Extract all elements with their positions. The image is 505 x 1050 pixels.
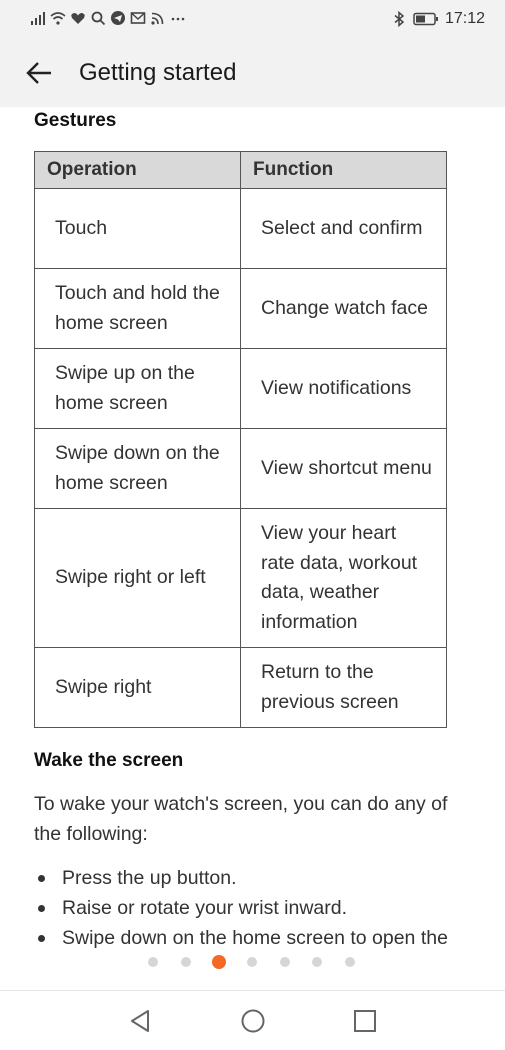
operation-cell: Swipe up on the home screen [35, 349, 241, 429]
status-icons-left [30, 10, 186, 26]
page-dot-active[interactable] [212, 955, 226, 969]
operation-cell: Swipe down on the home screen [35, 429, 241, 509]
operation-cell: Touch [35, 189, 241, 269]
list-item: Raise or rotate your wrist inward. [34, 893, 474, 923]
list-item: Press the up button. [34, 863, 474, 893]
operation-cell: Swipe right [35, 648, 241, 728]
app-bar [0, 40, 505, 107]
table-row [35, 269, 447, 349]
back-triangle-icon[interactable] [126, 1007, 154, 1035]
page-dot[interactable] [148, 957, 158, 967]
function-cell: Change watch face [241, 269, 447, 349]
bluetooth-icon [391, 11, 407, 27]
operation-cell: Swipe right or left [35, 509, 241, 648]
wake-screen-heading: Wake the screen [34, 750, 184, 771]
search-icon [90, 10, 106, 26]
gestures-table [34, 151, 447, 728]
wake-screen-intro: To wake your watch's screen, you can do any of the following: [34, 793, 448, 845]
telegram-icon [110, 10, 126, 26]
function-cell: View notifications [241, 349, 447, 429]
table-row [35, 349, 447, 429]
heart-icon [70, 10, 86, 26]
page-dot[interactable] [345, 957, 355, 967]
table-header-row [35, 152, 447, 189]
page-indicator [0, 953, 505, 969]
table-row [35, 509, 447, 648]
table-row [35, 189, 447, 269]
column-header-function: Function [241, 152, 447, 189]
help-content[interactable] [0, 107, 505, 949]
page-dot[interactable] [247, 957, 257, 967]
table-row [35, 648, 447, 728]
status-bar [0, 0, 505, 40]
function-cell: Return to the previous screen [241, 648, 447, 728]
wake-screen-list [34, 863, 474, 953]
column-header-operation: Operation [35, 152, 241, 189]
system-nav-bar [0, 990, 505, 1050]
more-icon [170, 10, 186, 26]
battery-icon [413, 11, 439, 27]
page-dot[interactable] [312, 957, 322, 967]
list-item: Swipe down on the home screen to open the [34, 923, 474, 953]
status-icons-right [391, 10, 485, 28]
wifi-icon [50, 10, 66, 26]
function-cell: View shortcut menu [241, 429, 447, 509]
function-cell: Select and confirm [241, 189, 447, 269]
function-cell: View your heart rate data, workout data, weather information [241, 509, 447, 648]
operation-cell: Touch and hold the home screen [35, 269, 241, 349]
gestures-heading: Gestures [34, 110, 117, 131]
home-circle-icon[interactable] [239, 1007, 267, 1035]
page-dot[interactable] [280, 957, 290, 967]
rss-icon [150, 10, 166, 26]
mail-icon [130, 10, 146, 26]
table-row [35, 429, 447, 509]
page-dot[interactable] [181, 957, 191, 967]
page-title: Getting started [79, 59, 237, 86]
back-arrow-icon[interactable] [24, 58, 54, 88]
signal-icon [30, 10, 46, 26]
recents-square-icon[interactable] [351, 1007, 379, 1035]
status-time: 17:12 [444, 10, 485, 27]
